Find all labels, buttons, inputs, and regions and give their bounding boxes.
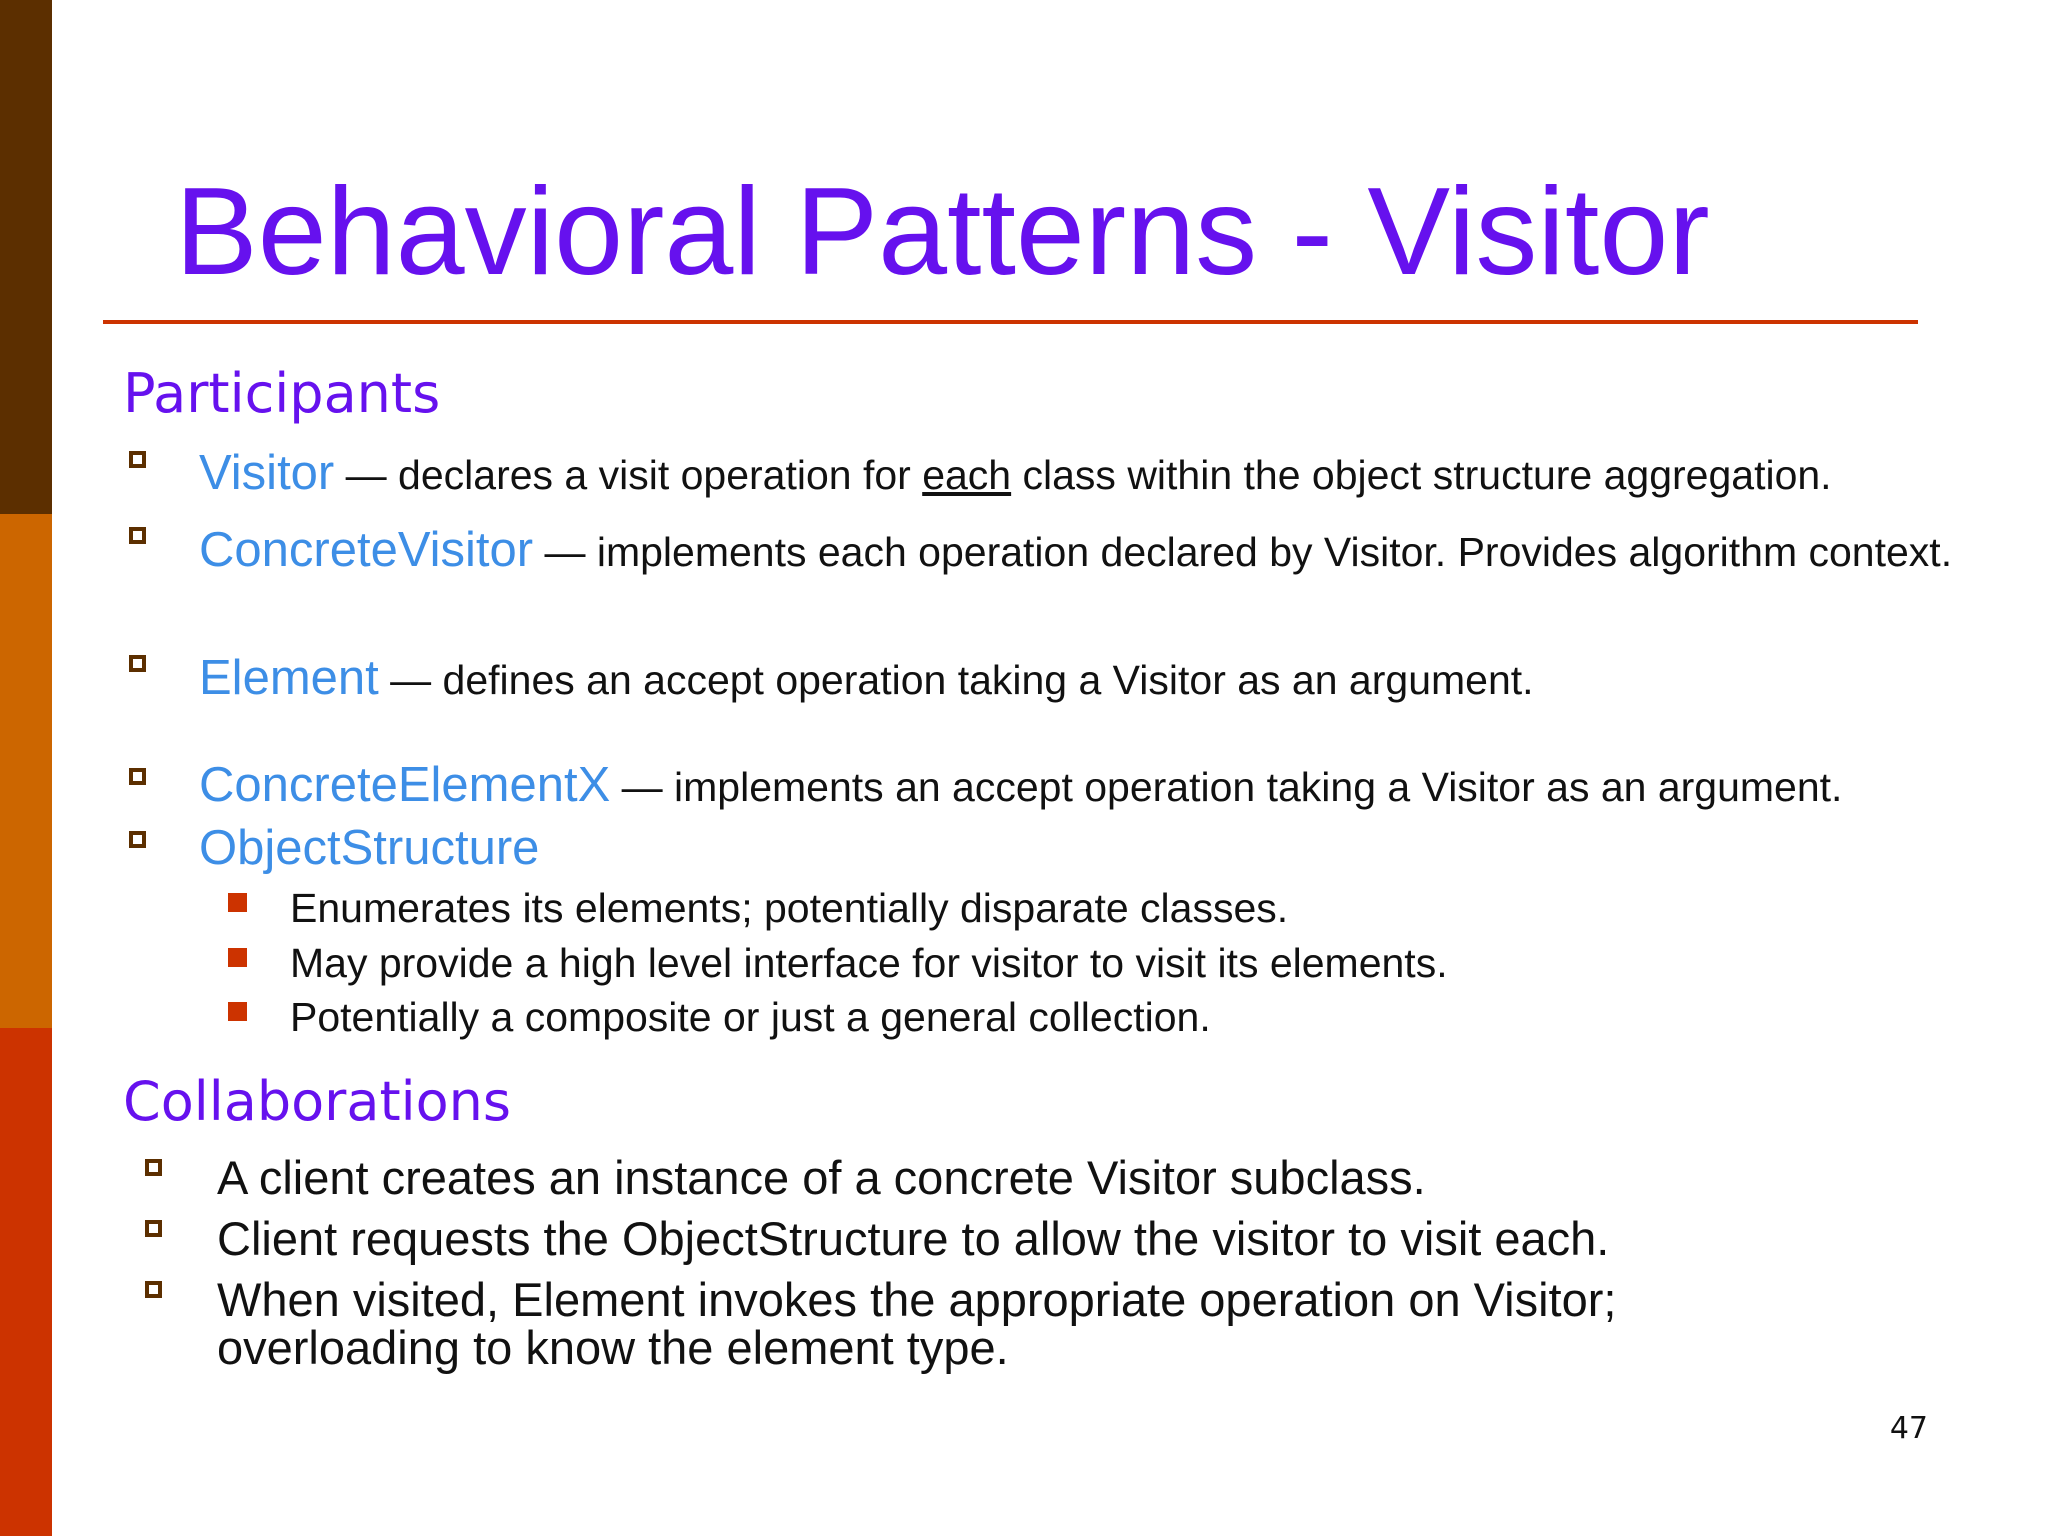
participant-desc: class within the object structure aggregation.: [1011, 452, 1832, 498]
collaboration-item: A client creates an instance of a concrete Visitor subclass.: [217, 1151, 1426, 1204]
title-divider: [103, 320, 1918, 324]
participant-desc: — defines an accept operation taking a Visitor as an argument.: [378, 657, 1534, 703]
hollow-square-bullet-icon: [129, 527, 146, 544]
hollow-square-bullet-icon: [129, 451, 146, 468]
collaboration-item: Client requests the ObjectStructure to allow the visitor to visit each.: [217, 1212, 1610, 1265]
side-band-orange: [0, 514, 52, 1028]
hollow-square-bullet-icon: [129, 768, 146, 785]
sub-item: May provide a high level interface for visitor to visit its elements.: [290, 940, 1448, 986]
participant-desc: — implements each operation declared by Visitor. Provides algorithm context.: [533, 529, 1953, 575]
filled-square-bullet-icon: [228, 1002, 247, 1021]
page-number: 47: [1889, 1411, 1928, 1446]
filled-square-bullet-icon: [228, 893, 247, 912]
participant-term: ConcreteElementX: [199, 758, 611, 812]
participant-term: Visitor: [199, 446, 335, 500]
side-band-red: [0, 1028, 52, 1536]
participant-item: [199, 448, 1999, 500]
participant-item: [199, 760, 1842, 812]
participant-desc: — declares a visit operation for: [334, 452, 923, 498]
slide-title: Behavioral Patterns - Visitor: [175, 163, 1710, 301]
hollow-square-bullet-icon: [145, 1159, 162, 1176]
hollow-square-bullet-icon: [129, 831, 146, 848]
participant-term: ConcreteVisitor: [199, 523, 534, 577]
filled-square-bullet-icon: [228, 948, 247, 967]
collaborations-heading: Collaborations: [123, 1070, 512, 1133]
sub-item: Enumerates its elements; potentially disparate classes.: [290, 885, 1289, 931]
sub-item: Potentially a composite or just a general collection.: [290, 994, 1211, 1040]
participant-item: [199, 525, 1999, 578]
participant-desc-underlined: each: [922, 452, 1012, 498]
participant-item: [199, 653, 1534, 705]
hollow-square-bullet-icon: [145, 1281, 162, 1298]
side-band-brown: [0, 0, 52, 514]
participants-heading: Participants: [123, 362, 441, 425]
hollow-square-bullet-icon: [129, 655, 146, 672]
collaboration-item: When visited, Element invokes the appropriate operation on Visitor; overloading to know the element type.: [217, 1273, 1617, 1374]
participant-item: [199, 823, 539, 875]
hollow-square-bullet-icon: [145, 1220, 162, 1237]
participant-term: ObjectStructure: [199, 821, 540, 875]
participant-term: Element: [199, 651, 379, 705]
participant-desc: — implements an accept operation taking a Visitor as an argument.: [610, 764, 1843, 810]
